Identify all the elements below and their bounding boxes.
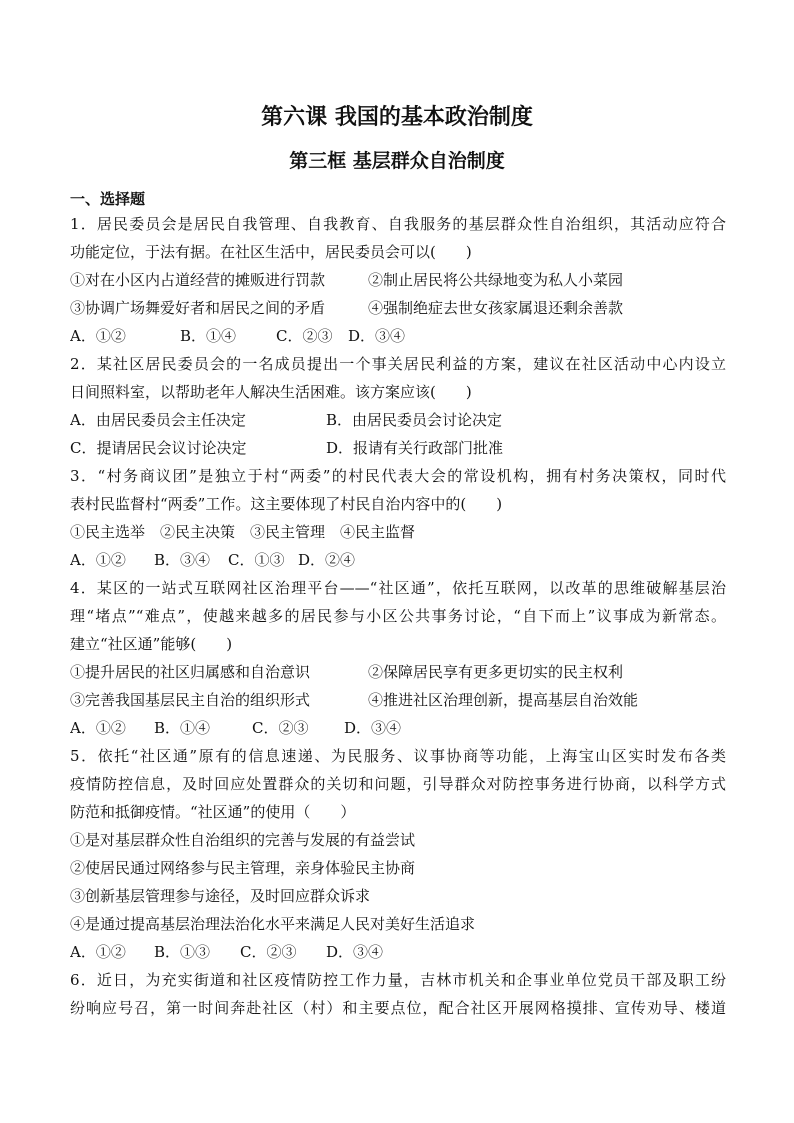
question-2-stem-line-1: 2．某社区居民委员会的一名成员提出一个事关居民利益的方案，建议在社区活动中心内设立 <box>70 355 726 373</box>
question-4-item-4: ④推进社区治理创新，提高基层自治效能 <box>368 691 639 709</box>
question-2-option-d[interactable]: D．报请有关行政部门批准 <box>326 439 504 457</box>
question-4-option-b[interactable]: B．①④ <box>154 719 211 737</box>
question-4-stem-line-2: 理“堵点”“难点”，使越来越多的居民参与小区公共事务讨论，“自下而上”议事成为新常态。 <box>70 607 726 625</box>
question-4-option-a[interactable]: A．①② <box>70 719 126 737</box>
question-4-item-1: ①提升居民的社区归属感和自治意识 <box>70 663 311 681</box>
question-6-stem-line-2: 纷响应号召，第一时间奔赴社区（村）和主要点位，配合社区开展网格摸排、宣传劝导、楼道 <box>70 999 726 1017</box>
question-4-items-row-2 <box>70 686 726 714</box>
question-1-item-2: ②制止居民将公共绿地变为私人小菜园 <box>368 271 624 289</box>
question-1-options <box>70 322 726 350</box>
question-5-item-4: ④是通过提高基层治理法治化水平来满足人民对美好生活追求 <box>70 915 476 933</box>
question-4-stem-line-1: 4．某区的一站式互联网社区治理平台——“社区通”，依托互联网，以改革的思维破解基层治 <box>70 579 726 597</box>
question-5-option-c[interactable]: C．②③ <box>240 943 297 961</box>
question-1-item-4: ④强制绝症去世女孩家属退还剩余善款 <box>368 299 624 317</box>
question-5-option-b[interactable]: B．①③ <box>154 943 211 961</box>
question-1-item-1: ①对在小区内占道经营的摊贩进行罚款 <box>70 271 326 289</box>
question-1-items-row-2 <box>70 294 726 322</box>
question-4-option-d[interactable]: D．③④ <box>344 719 402 737</box>
question-list <box>70 210 726 1022</box>
question-4-item-3: ③完善我国基层民主自治的组织形式 <box>70 691 311 709</box>
question-3-option-c[interactable]: C．①③ <box>228 551 285 569</box>
question-1-option-b[interactable]: B．①④ <box>180 327 237 345</box>
question-2-stem-line-2: 日间照料室，以帮助老年人解决生活困难。该方案应该( ) <box>70 383 472 401</box>
question-5-option-d[interactable]: D．③④ <box>326 943 384 961</box>
question-1-option-a[interactable]: A．①② <box>70 327 126 345</box>
section-subtitle: 第三框 基层群众自治制度 <box>289 150 505 172</box>
question-4-option-c[interactable]: C．②③ <box>252 719 309 737</box>
lesson-title: 第六课 我国的基本政治制度 <box>261 104 533 130</box>
question-4-item-2: ②保障居民享有更多更切实的民主权利 <box>368 663 624 681</box>
question-1-option-c[interactable]: C．②③ <box>276 327 333 345</box>
question-5-item-2: ②使居民通过网络参与民主管理，亲身体验民主协商 <box>70 859 416 877</box>
question-5-item-1: ①是对基层群众性自治组织的完善与发展的有益尝试 <box>70 831 416 849</box>
question-3-stem-line-1: 3．“村务商议团”是独立于村“两委”的村民代表大会的常设机构，拥有村务决策权，同时代 <box>70 467 726 485</box>
question-4-options <box>70 714 726 742</box>
question-1-stem-line-2: 功能定位，于法有据。在社区生活中，居民委员会可以( ) <box>70 243 472 261</box>
question-1-option-d[interactable]: D．③④ <box>348 327 406 345</box>
question-2-options-row-2 <box>70 434 726 462</box>
question-2-options-row-1 <box>70 406 726 434</box>
question-5-stem-line-1: 5．依托“社区通”原有的信息速递、为民服务、议事协商等功能，上海宝山区实时发布各类 <box>70 747 726 765</box>
question-3-options <box>70 546 726 574</box>
question-2-option-a[interactable]: A．由居民委员会主任决定 <box>70 411 246 429</box>
question-3-option-d[interactable]: D．②④ <box>298 551 356 569</box>
question-3-items: ①民主选举 ②民主决策 ③民主管理 ④民主监督 <box>70 523 416 541</box>
question-6-stem-line-1: 6．近日，为充实街道和社区疫情防控工作力量，吉林市机关和企事业单位党员干部及职工纷 <box>70 971 726 989</box>
question-1-item-3: ③协调广场舞爱好者和居民之间的矛盾 <box>70 299 326 317</box>
question-5-option-a[interactable]: A．①② <box>70 943 126 961</box>
question-2-option-c[interactable]: C．提请居民会议讨论决定 <box>70 439 247 457</box>
section-heading: 一、选择题 <box>70 190 146 208</box>
question-2-option-b[interactable]: B．由居民委员会讨论决定 <box>326 411 503 429</box>
question-3-option-b[interactable]: B．③④ <box>154 551 211 569</box>
question-4-items-row-1 <box>70 658 726 686</box>
question-5-options <box>70 938 726 966</box>
question-1-stem-line-1: 1．居民委员会是居民自我管理、自我教育、自我服务的基层群众性自治组织，其活动应符合 <box>70 215 726 233</box>
question-3-stem-line-2: 表村民监督村“两委”工作。这主要体现了村民自治内容中的( ) <box>70 495 503 513</box>
question-4-stem-line-3: 建立“社区通”能够( ) <box>70 635 233 653</box>
question-5-stem-line-2: 疫情防控信息，及时回应处置群众的关切和问题，引导群众对防控事务进行协商，以科学方式 <box>70 775 726 793</box>
question-5-item-3: ③创新基层管理参与途径，及时回应群众诉求 <box>70 887 371 905</box>
question-1-items-row-1 <box>70 266 726 294</box>
question-3-option-a[interactable]: A．①② <box>70 551 126 569</box>
question-5-stem-line-3: 防范和抵御疫情。“社区通”的使用（ ） <box>70 803 356 821</box>
